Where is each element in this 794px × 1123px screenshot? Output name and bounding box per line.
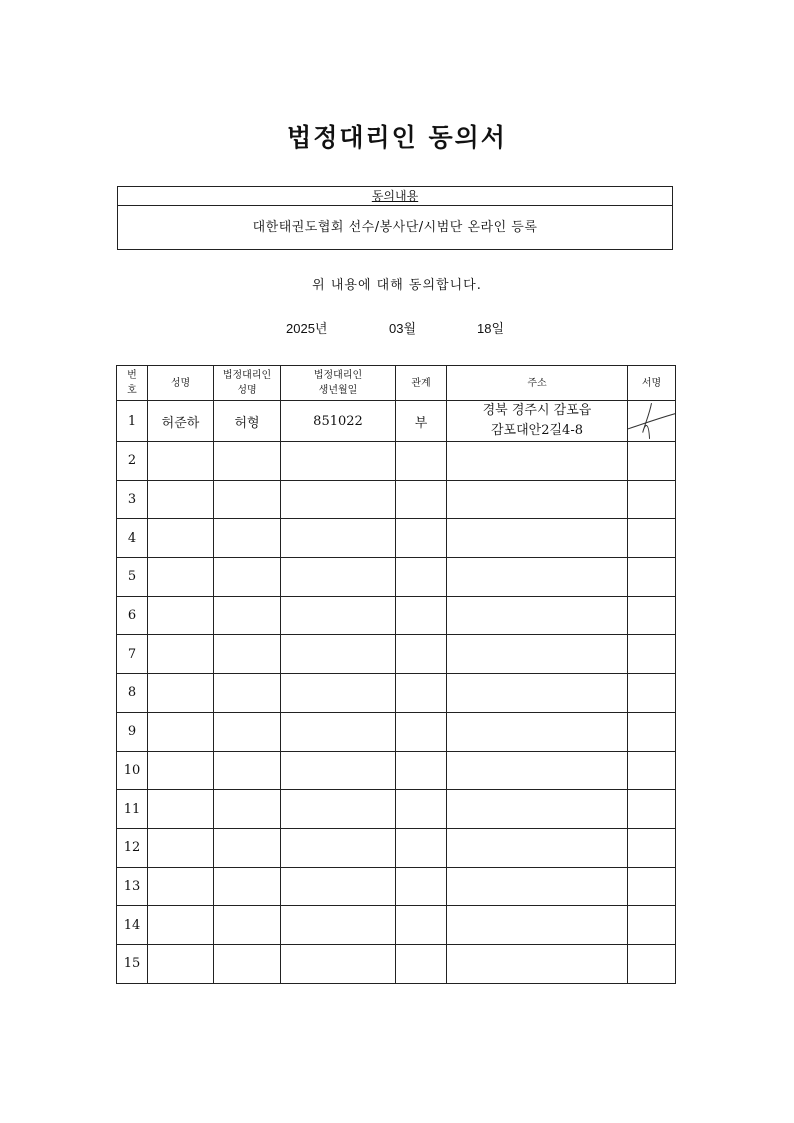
row-relation [396,790,447,829]
consent-content-box [117,186,673,250]
row-address [447,401,628,442]
row-signature [628,751,676,790]
row-address [447,519,628,558]
header-guardian-birth-line2: 생년월일 [318,385,358,396]
row-guardian-birth [281,944,396,983]
table-row [117,906,676,945]
row-relation [396,442,447,481]
header-relation: 관계 [396,366,447,401]
header-guardian-name [214,366,281,401]
row-no: 5 [117,558,148,597]
row-relation: 부 [396,401,447,442]
row-name [148,751,214,790]
row-name [148,944,214,983]
row-no: 6 [117,596,148,635]
row-address [447,558,628,597]
table-row [117,442,676,481]
row-guardian-name [214,674,281,713]
date-year: 2025년 [286,321,328,336]
header-no-line2: 호 [127,385,137,396]
row-name [148,906,214,945]
row-guardian-birth [281,828,396,867]
row-no: 12 [117,828,148,867]
header-guardian-name-line2: 성명 [237,385,257,396]
row-signature [628,828,676,867]
table-row [117,596,676,635]
row-guardian-birth [281,519,396,558]
row-relation [396,519,447,558]
row-relation [396,906,447,945]
table-row [117,674,676,713]
row-name [148,635,214,674]
table-row [117,401,676,442]
row-address [447,751,628,790]
row-signature [628,790,676,829]
row-no: 10 [117,751,148,790]
table-row [117,751,676,790]
row-no: 2 [117,442,148,481]
row-signature [628,442,676,481]
row-relation [396,480,447,519]
row-address [447,596,628,635]
row-no: 15 [117,944,148,983]
row-no: 11 [117,790,148,829]
row-guardian-name [214,519,281,558]
row-guardian-name [214,712,281,751]
row-signature [628,635,676,674]
consent-header-label: 동의내용 [371,189,419,203]
table-row [117,712,676,751]
table-row [117,828,676,867]
header-no [117,366,148,401]
row-name [148,442,214,481]
header-guardian-name-line1: 법정대리인 [222,370,272,381]
row-name [148,480,214,519]
row-no: 14 [117,906,148,945]
row-relation [396,635,447,674]
row-guardian-birth [281,790,396,829]
header-name: 성명 [148,366,214,401]
row-guardian-name [214,442,281,481]
row-address-line2: 감포대안2길4-8 [491,423,583,438]
row-name [148,867,214,906]
row-name [148,519,214,558]
row-name [148,790,214,829]
row-signature [628,944,676,983]
row-guardian-name [214,790,281,829]
row-address [447,906,628,945]
header-signature: 서명 [628,366,676,401]
row-address [447,480,628,519]
row-address [447,712,628,751]
row-name [148,828,214,867]
row-guardian-name [214,944,281,983]
row-guardian-birth [281,442,396,481]
row-signature [628,519,676,558]
row-name [148,712,214,751]
row-guardian-name [214,906,281,945]
row-relation [396,751,447,790]
row-guardian-birth [281,635,396,674]
row-guardian-name [214,480,281,519]
row-guardian-birth [281,751,396,790]
table-row [117,558,676,597]
row-guardian-name [214,635,281,674]
consent-header [118,187,672,206]
row-guardian-birth [281,712,396,751]
row-guardian-birth [281,906,396,945]
consent-body: 대한태권도협회 선수/봉사단/시범단 온라인 등록 [252,220,538,235]
row-guardian-name [214,867,281,906]
table-row [117,480,676,519]
table-header-row [117,366,676,401]
row-guardian-birth [281,674,396,713]
row-guardian-birth [281,596,396,635]
row-name [148,558,214,597]
header-no-line1: 번 [127,370,137,381]
row-signature [628,558,676,597]
row-address [447,867,628,906]
handwritten-signature-icon [628,401,675,441]
row-no: 1 [117,401,148,442]
row-relation [396,674,447,713]
row-no: 7 [117,635,148,674]
table-row [117,519,676,558]
row-guardian-birth [281,558,396,597]
row-name [148,674,214,713]
date-month: 03월 [389,321,417,336]
row-no: 13 [117,867,148,906]
row-address-line1: 경북 경주시 감포읍 [482,403,592,418]
row-guardian-name [214,751,281,790]
row-guardian-name [214,596,281,635]
row-guardian-birth [281,480,396,519]
row-relation [396,867,447,906]
page-title: 법정대리인 동의서 [287,123,507,152]
row-signature [628,712,676,751]
table-row [117,867,676,906]
guardian-roster-table [116,365,676,984]
agreement-statement: 위 내용에 대해 동의합니다. [312,278,482,293]
row-address [447,790,628,829]
row-no: 4 [117,519,148,558]
row-no: 8 [117,674,148,713]
row-address [447,674,628,713]
row-no: 3 [117,480,148,519]
row-address [447,944,628,983]
row-relation [396,828,447,867]
row-name [148,596,214,635]
row-no: 9 [117,712,148,751]
row-relation [396,596,447,635]
header-guardian-birth [281,366,396,401]
row-relation [396,712,447,751]
row-guardian-name: 허형 [214,401,281,442]
row-guardian-birth: 851022 [281,401,396,442]
row-relation [396,558,447,597]
row-guardian-name [214,558,281,597]
row-signature [628,674,676,713]
row-signature [628,401,676,442]
row-signature [628,480,676,519]
row-address [447,828,628,867]
row-guardian-name [214,828,281,867]
table-row [117,635,676,674]
row-signature [628,596,676,635]
table-row [117,790,676,829]
date-day: 18일 [477,321,505,336]
table-row [117,944,676,983]
row-guardian-birth [281,867,396,906]
row-relation [396,944,447,983]
header-guardian-birth-line1: 법정대리인 [313,370,363,381]
header-address: 주소 [447,366,628,401]
row-address [447,442,628,481]
row-address [447,635,628,674]
row-signature [628,867,676,906]
row-signature [628,906,676,945]
row-name: 허준하 [148,401,214,442]
